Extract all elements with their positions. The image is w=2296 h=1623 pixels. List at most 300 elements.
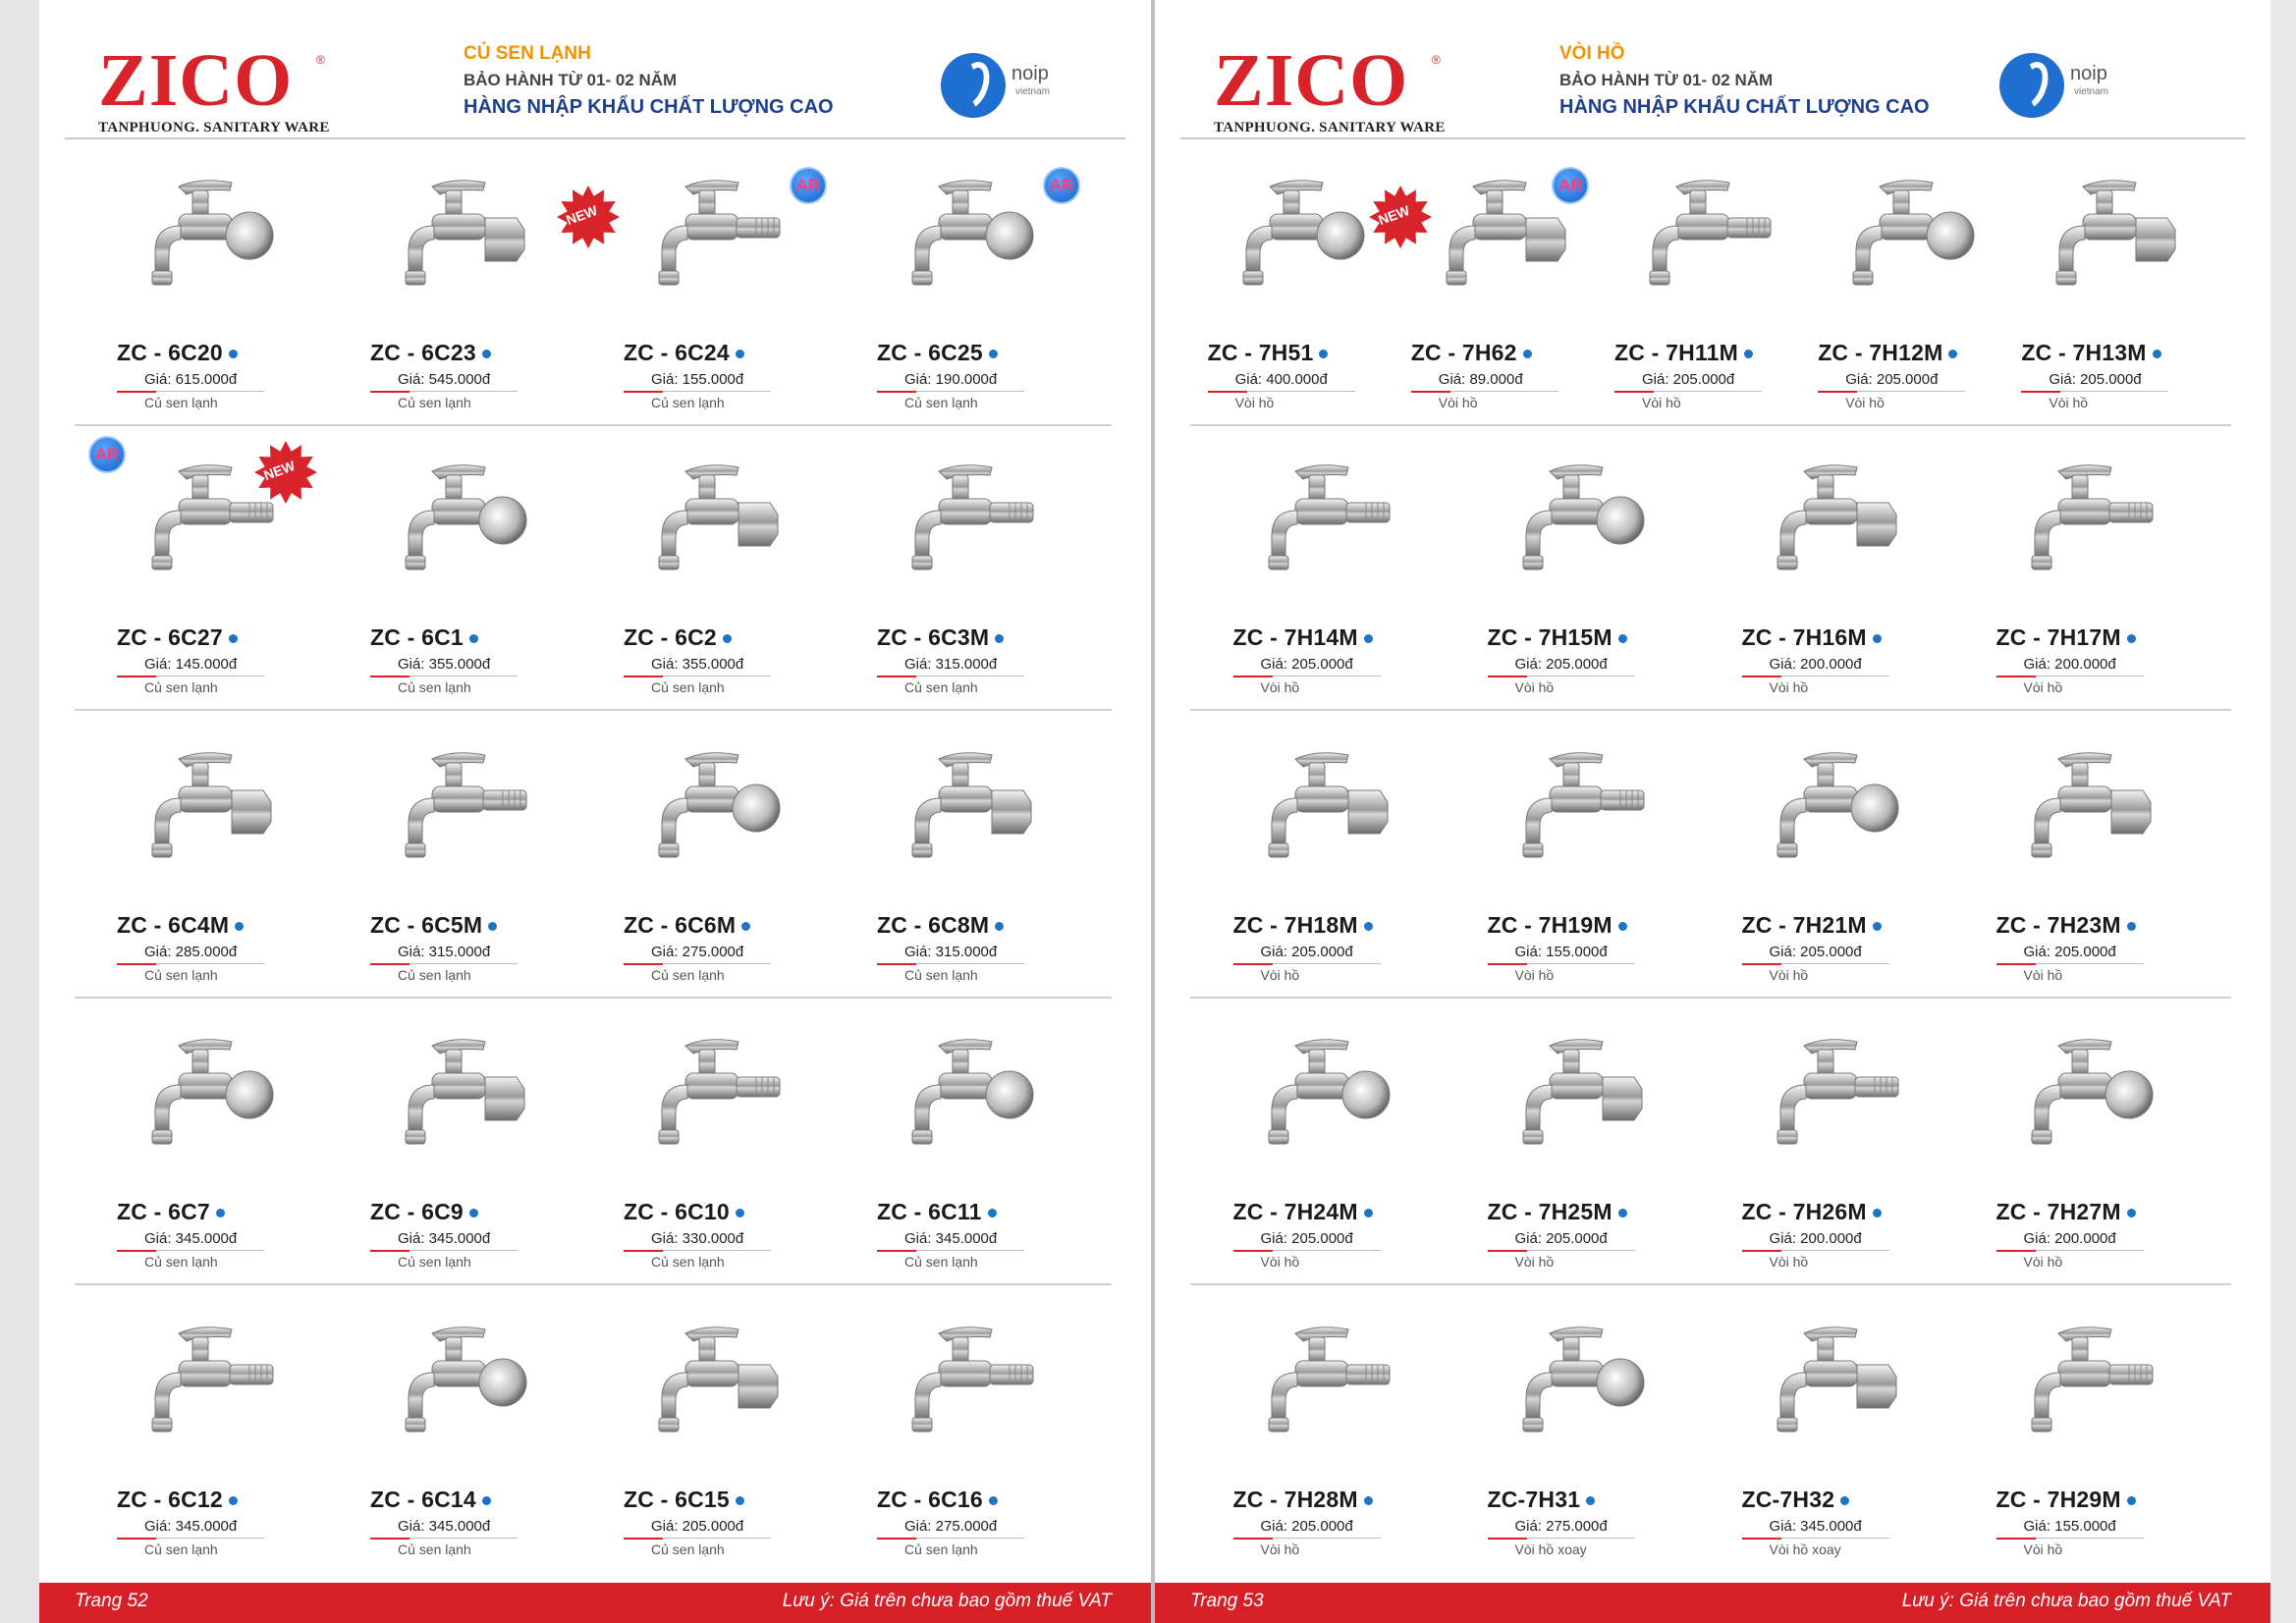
product-card[interactable] — [1458, 720, 1713, 1004]
warranty-text: BẢO HÀNH TỪ 01- 02 NĂM — [1559, 71, 1774, 89]
ar-badge-icon[interactable]: AR — [790, 167, 827, 204]
product-price: Giá: 285.000đ — [144, 944, 238, 960]
price-underline — [1781, 963, 1889, 964]
product-price: Giá: 205.000đ — [1769, 944, 1862, 960]
blue-dot-icon — [482, 1496, 491, 1505]
product-card[interactable] — [848, 720, 1102, 1004]
blue-dot-icon — [1618, 922, 1627, 931]
faucet-image — [141, 169, 289, 297]
product-card[interactable] — [1458, 432, 1713, 717]
blue-dot-icon — [1840, 1496, 1849, 1505]
product-card[interactable] — [342, 432, 595, 717]
page-header — [39, 0, 1151, 141]
faucet-image — [395, 741, 542, 869]
product-description: Củ sen lạnh — [651, 1542, 725, 1557]
product-code-text: ZC - 6C27 — [117, 624, 223, 650]
category-title: VÒI HỒ — [1559, 43, 1625, 64]
product-code — [1233, 1487, 1373, 1513]
product-card[interactable] — [342, 1294, 595, 1579]
row-divider — [1190, 1283, 2231, 1285]
import-text: HÀNG NHẬP KHẨU CHẤT LƯỢNG CAO — [464, 96, 834, 118]
product-description: Vòi hồ — [1514, 967, 1555, 983]
product-card[interactable] — [595, 432, 848, 717]
page-footer — [39, 1583, 1151, 1623]
blue-dot-icon — [1364, 922, 1373, 931]
product-code-text: ZC - 6C11 — [877, 1199, 982, 1224]
price-underline — [916, 1250, 1024, 1251]
product-code-text: ZC - 7H13M — [2021, 340, 2147, 365]
product-description: Vòi hồ — [1260, 1542, 1300, 1557]
noip-logo — [1999, 53, 2127, 122]
product-code — [877, 624, 1004, 651]
product-card[interactable] — [848, 432, 1102, 717]
product-card[interactable] — [1204, 1294, 1458, 1579]
product-code — [117, 912, 244, 939]
product-code-text: ZC - 6C15 — [624, 1487, 730, 1512]
blue-dot-icon — [1523, 350, 1532, 358]
header-divider — [1180, 137, 2245, 139]
product-description: Củ sen lạnh — [398, 679, 471, 695]
product-code-text: ZC - 7H15M — [1487, 624, 1613, 650]
product-card[interactable] — [2018, 147, 2221, 432]
zico-logo — [98, 39, 330, 136]
price-underline — [1654, 391, 1762, 392]
product-code — [1233, 624, 1373, 651]
product-description: Củ sen lạnh — [651, 967, 725, 983]
product-price: Giá: 155.000đ — [2023, 1518, 2116, 1535]
blue-dot-icon — [2153, 350, 2161, 358]
price-underline — [2036, 1538, 2144, 1539]
blue-dot-icon — [2127, 634, 2136, 643]
product-card[interactable] — [848, 1294, 1102, 1579]
product-code — [117, 340, 238, 366]
product-code — [877, 1487, 998, 1513]
price-underline-accent — [1996, 963, 2036, 965]
price-underline-accent — [117, 963, 156, 965]
product-price: Giá: 155.000đ — [1514, 944, 1608, 960]
row-divider — [1190, 997, 2231, 999]
product-code-text: ZC - 7H25M — [1487, 1199, 1613, 1224]
product-card[interactable] — [1815, 147, 2018, 432]
blue-dot-icon — [2127, 922, 2136, 931]
price-underline-accent — [370, 676, 410, 677]
product-description: Vòi hồ — [1514, 1254, 1555, 1270]
header-divider — [65, 137, 1125, 139]
product-card[interactable] — [848, 1006, 1102, 1291]
faucet-image — [2046, 169, 2193, 297]
product-card[interactable] — [1967, 720, 2221, 1004]
product-price: Giá: 89.000đ — [1438, 371, 1523, 388]
product-description: Vòi hồ — [1769, 1254, 1809, 1270]
product-card[interactable] — [595, 1006, 848, 1291]
price-underline — [2060, 391, 2168, 392]
ar-badge-icon[interactable]: AR — [1552, 167, 1589, 204]
price-underline-accent — [1996, 1538, 2036, 1540]
product-card[interactable] — [88, 147, 342, 432]
product-code-text: ZC - 6C8M — [877, 912, 990, 938]
product-code-text: ZC - 7H27M — [1995, 1199, 2121, 1224]
warranty-text: BẢO HÀNH TỪ 01- 02 NĂM — [464, 71, 678, 89]
product-code — [624, 912, 750, 939]
price-underline — [2036, 1250, 2144, 1251]
faucet-image — [1842, 169, 1990, 297]
price-underline-accent — [1488, 1250, 1527, 1252]
product-code — [1488, 1199, 1627, 1225]
product-description: Vòi hồ — [1769, 967, 1809, 983]
product-row — [1155, 720, 2270, 1004]
product-price: Giá: 200.000đ — [2023, 656, 2116, 673]
row-divider — [75, 709, 1112, 711]
product-price: Giá: 205.000đ — [651, 1518, 744, 1535]
price-underline — [1527, 1538, 1635, 1539]
product-price: Giá: 545.000đ — [398, 371, 491, 388]
faucet-image — [141, 741, 289, 869]
blue-dot-icon — [988, 1209, 997, 1217]
product-code — [1233, 1199, 1373, 1225]
price-underline — [410, 963, 518, 964]
product-code-text: ZC - 6C9 — [370, 1199, 464, 1224]
product-price: Giá: 205.000đ — [1514, 656, 1608, 673]
product-code — [624, 1487, 744, 1513]
price-underline-accent — [1742, 676, 1781, 677]
product-card[interactable] — [1967, 1006, 2221, 1291]
price-underline-accent — [877, 963, 916, 965]
blue-dot-icon — [1744, 350, 1753, 358]
product-price: Giá: 205.000đ — [1260, 656, 1353, 673]
product-description: Củ sen lạnh — [904, 679, 978, 695]
ar-badge-icon[interactable]: AR — [1043, 167, 1080, 204]
row-divider — [75, 1283, 1112, 1285]
product-row — [39, 432, 1151, 717]
product-code — [1742, 1487, 1850, 1513]
price-underline-accent — [1742, 1538, 1781, 1540]
product-code — [1742, 912, 1882, 939]
product-code-text: ZC - 6C2 — [624, 624, 717, 650]
product-price: Giá: 200.000đ — [1769, 1230, 1862, 1247]
price-underline — [1273, 1250, 1381, 1251]
product-code-text: ZC - 7H51 — [1207, 340, 1314, 365]
product-card[interactable] — [1713, 1294, 1967, 1579]
product-price: Giá: 205.000đ — [1845, 371, 1939, 388]
faucet-image — [648, 1316, 795, 1443]
blue-dot-icon — [1873, 922, 1882, 931]
vat-note: Lưu ý: Giá trên chưa bao gồm thuế VAT — [1901, 1591, 2231, 1611]
price-underline — [2036, 963, 2144, 964]
new-starburst-icon — [1368, 185, 1433, 249]
faucet-image — [1258, 741, 1405, 869]
product-description: Củ sen lạnh — [144, 1542, 218, 1557]
price-underline — [1781, 1250, 1889, 1251]
faucet-image — [648, 1028, 795, 1156]
product-code — [370, 1199, 478, 1225]
product-code — [117, 624, 238, 651]
page-number: Trang 52 — [75, 1591, 148, 1611]
faucet-image — [1512, 1028, 1660, 1156]
page-header — [1155, 0, 2270, 141]
blue-dot-icon — [736, 1209, 744, 1217]
product-price: Giá: 345.000đ — [398, 1518, 491, 1535]
product-code-text: ZC - 7H14M — [1232, 624, 1358, 650]
page-53 — [1155, 0, 2270, 1623]
price-underline — [1857, 391, 1965, 392]
product-row — [39, 147, 1151, 432]
product-description: Củ sen lạnh — [904, 967, 978, 983]
faucet-image — [141, 1316, 289, 1443]
product-price: Giá: 275.000đ — [1514, 1518, 1608, 1535]
product-description: Vòi hồ — [1438, 395, 1478, 410]
product-description: Củ sen lạnh — [144, 679, 218, 695]
product-card[interactable] — [595, 1294, 848, 1579]
price-underline-accent — [624, 1538, 663, 1540]
product-price: Giá: 205.000đ — [2023, 944, 2116, 960]
logo-wordmark: ZICO — [1214, 39, 1409, 122]
price-underline — [916, 1538, 1024, 1539]
product-card[interactable] — [88, 1006, 342, 1291]
blue-dot-icon — [1618, 1209, 1627, 1217]
product-card[interactable] — [88, 720, 342, 1004]
product-card[interactable] — [1967, 1294, 2221, 1579]
registered-mark: ® — [316, 53, 325, 67]
product-description: Củ sen lạnh — [651, 395, 725, 410]
product-price: Giá: 315.000đ — [398, 944, 491, 960]
faucet-image — [395, 1316, 542, 1443]
product-description: Vòi hồ — [1769, 679, 1809, 695]
faucet-image — [902, 169, 1049, 297]
product-code-text: ZC - 7H23M — [1995, 912, 2121, 938]
logo-tagline: TANPHUONG. SANITARY WARE — [1214, 120, 1446, 135]
product-row — [1155, 1294, 2270, 1579]
product-description: Củ sen lạnh — [904, 395, 978, 410]
product-code — [370, 624, 478, 651]
faucet-image — [648, 741, 795, 869]
price-underline-accent — [624, 391, 663, 393]
price-underline — [1781, 1538, 1889, 1539]
blue-dot-icon — [1948, 350, 1957, 358]
price-underline-accent — [877, 1250, 916, 1252]
vat-note: Lưu ý: Giá trên chưa bao gồm thuế VAT — [782, 1591, 1112, 1611]
product-price: Giá: 275.000đ — [904, 1518, 998, 1535]
product-description: Vòi hồ — [1641, 395, 1681, 410]
price-underline-accent — [877, 676, 916, 677]
price-underline-accent — [624, 676, 663, 677]
blue-dot-icon — [1364, 634, 1373, 643]
product-card[interactable] — [88, 1294, 342, 1579]
product-code-text: ZC - 6C20 — [117, 340, 223, 365]
product-price: Giá: 330.000đ — [651, 1230, 744, 1247]
product-card[interactable] — [1713, 432, 1967, 717]
blue-dot-icon — [2127, 1209, 2136, 1217]
faucet-image — [395, 1028, 542, 1156]
price-underline — [916, 963, 1024, 964]
logo-wordmark: ZICO — [98, 39, 294, 122]
price-underline — [156, 1250, 264, 1251]
product-code — [1488, 624, 1627, 651]
price-underline — [156, 1538, 264, 1539]
faucet-image — [1258, 1316, 1405, 1443]
price-underline-accent — [1233, 1250, 1273, 1252]
price-underline-accent — [624, 963, 663, 965]
price-underline — [1247, 391, 1355, 392]
zico-logo — [1214, 39, 1446, 136]
new-badge-text: NEW — [261, 457, 298, 484]
product-code — [1996, 1487, 2136, 1513]
product-card[interactable] — [1713, 1006, 1967, 1291]
product-card[interactable] — [1204, 432, 1458, 717]
product-code — [1996, 624, 2136, 651]
product-code — [1614, 340, 1753, 366]
price-underline — [1450, 391, 1558, 392]
price-underline — [663, 963, 771, 964]
product-description: Vòi hồ — [1845, 395, 1885, 410]
price-underline — [156, 963, 264, 964]
faucet-image — [1258, 1028, 1405, 1156]
product-card[interactable] — [1376, 147, 1611, 432]
product-row — [1155, 1006, 2270, 1291]
product-card[interactable] — [1611, 147, 1814, 432]
product-code-text: ZC - 6C25 — [877, 340, 983, 365]
product-description: Củ sen lạnh — [398, 1542, 471, 1557]
price-underline-accent — [1411, 391, 1450, 393]
price-underline — [1527, 963, 1635, 964]
product-description: Củ sen lạnh — [651, 1254, 725, 1270]
price-underline-accent — [624, 1250, 663, 1252]
product-price: Giá: 155.000đ — [651, 371, 744, 388]
product-price: Giá: 205.000đ — [1260, 1518, 1353, 1535]
faucet-image — [1767, 454, 1914, 581]
product-card[interactable] — [342, 720, 595, 1004]
product-description: Vòi hồ — [2023, 967, 2063, 983]
blue-dot-icon — [995, 922, 1004, 931]
product-card[interactable] — [1204, 720, 1458, 1004]
product-card[interactable] — [1967, 432, 2221, 717]
ar-badge-icon[interactable]: AR — [88, 436, 126, 473]
product-price: Giá: 190.000đ — [904, 371, 998, 388]
product-code — [2021, 340, 2160, 366]
page-52 — [39, 0, 1151, 1623]
product-card[interactable] — [848, 147, 1102, 432]
noip-wordmark: noip — [2070, 63, 2107, 84]
blue-dot-icon — [995, 634, 1004, 643]
product-code — [1996, 912, 2136, 939]
import-text: HÀNG NHẬP KHẨU CHẤT LƯỢNG CAO — [1559, 96, 1930, 118]
product-card[interactable] — [342, 1006, 595, 1291]
price-underline-accent — [1996, 676, 2036, 677]
product-code — [1208, 340, 1329, 366]
product-card[interactable] — [1458, 1006, 1713, 1291]
product-code-text: ZC - 7H12M — [1818, 340, 1943, 365]
price-underline — [1273, 1538, 1381, 1539]
price-underline-accent — [1233, 1538, 1273, 1540]
faucet-image — [395, 169, 542, 297]
price-underline — [1273, 963, 1381, 964]
price-underline-accent — [1208, 391, 1247, 393]
faucet-image — [2021, 741, 2168, 869]
price-underline-accent — [1233, 963, 1273, 965]
product-code-text: ZC - 7H29M — [1995, 1487, 2121, 1512]
product-card[interactable] — [1204, 1006, 1458, 1291]
faucet-image — [902, 741, 1049, 869]
product-description: Vòi hồ — [2049, 395, 2089, 410]
product-code-text: ZC - 7H17M — [1995, 624, 2121, 650]
blue-dot-icon — [1586, 1496, 1595, 1505]
price-underline-accent — [1996, 1250, 2036, 1252]
price-underline-accent — [117, 391, 156, 393]
product-card[interactable] — [595, 720, 848, 1004]
blue-dot-icon — [229, 634, 238, 643]
product-code-text: ZC - 6C24 — [624, 340, 730, 365]
product-description: Vòi hồ — [1514, 679, 1555, 695]
product-code — [624, 1199, 744, 1225]
price-underline-accent — [370, 391, 410, 393]
new-badge-text: NEW — [564, 201, 600, 229]
logo-tagline: TANPHUONG. SANITARY WARE — [98, 120, 330, 135]
product-description: Củ sen lạnh — [144, 967, 218, 983]
faucet-image — [1639, 169, 1786, 297]
blue-dot-icon — [1364, 1209, 1373, 1217]
price-underline — [663, 391, 771, 392]
product-price: Giá: 205.000đ — [1260, 1230, 1353, 1247]
price-underline-accent — [117, 1538, 156, 1540]
price-underline — [1527, 1250, 1635, 1251]
product-card[interactable] — [564, 147, 848, 432]
price-underline-accent — [1614, 391, 1654, 393]
product-code — [1742, 624, 1882, 651]
price-underline-accent — [877, 1538, 916, 1540]
price-underline-accent — [877, 391, 916, 393]
blue-dot-icon — [723, 634, 732, 643]
header-info — [464, 43, 834, 119]
product-code-text: ZC - 7H24M — [1232, 1199, 1358, 1224]
product-price: Giá: 345.000đ — [144, 1518, 238, 1535]
product-description: Vòi hồ — [1260, 967, 1300, 983]
product-card[interactable] — [88, 432, 342, 717]
blue-dot-icon — [229, 1496, 238, 1505]
product-price: Giá: 200.000đ — [1769, 656, 1862, 673]
product-row — [39, 1294, 1151, 1579]
product-code-text: ZC - 7H16M — [1741, 624, 1867, 650]
noip-wordmark: noip — [1011, 63, 1049, 84]
faucet-image — [2021, 454, 2168, 581]
product-code-text: ZC-7H32 — [1741, 1487, 1835, 1512]
product-price: Giá: 205.000đ — [1514, 1230, 1608, 1247]
product-code-text: ZC - 7H62 — [1410, 340, 1517, 365]
product-card[interactable] — [1713, 720, 1967, 1004]
product-code — [1411, 340, 1532, 366]
product-code — [877, 1199, 997, 1225]
price-underline-accent — [1488, 963, 1527, 965]
product-price: Giá: 205.000đ — [1641, 371, 1735, 388]
price-underline-accent — [1742, 963, 1781, 965]
product-code-text: ZC - 6C1 — [370, 624, 464, 650]
blue-dot-icon — [1873, 1209, 1882, 1217]
product-description: Củ sen lạnh — [398, 1254, 471, 1270]
product-card[interactable] — [1458, 1294, 1713, 1579]
product-code — [1996, 1199, 2136, 1225]
product-code — [117, 1199, 225, 1225]
price-underline-accent — [2021, 391, 2060, 393]
product-code — [117, 1487, 238, 1513]
product-description: Củ sen lạnh — [398, 967, 471, 983]
faucet-image — [902, 454, 1049, 581]
price-underline — [410, 1538, 518, 1539]
product-row — [39, 720, 1151, 1004]
product-code — [1233, 912, 1373, 939]
product-price: Giá: 400.000đ — [1234, 371, 1328, 388]
product-row — [1155, 432, 2270, 717]
product-price: Giá: 315.000đ — [904, 944, 998, 960]
faucet-image — [1512, 741, 1660, 869]
noip-logo — [941, 53, 1068, 122]
